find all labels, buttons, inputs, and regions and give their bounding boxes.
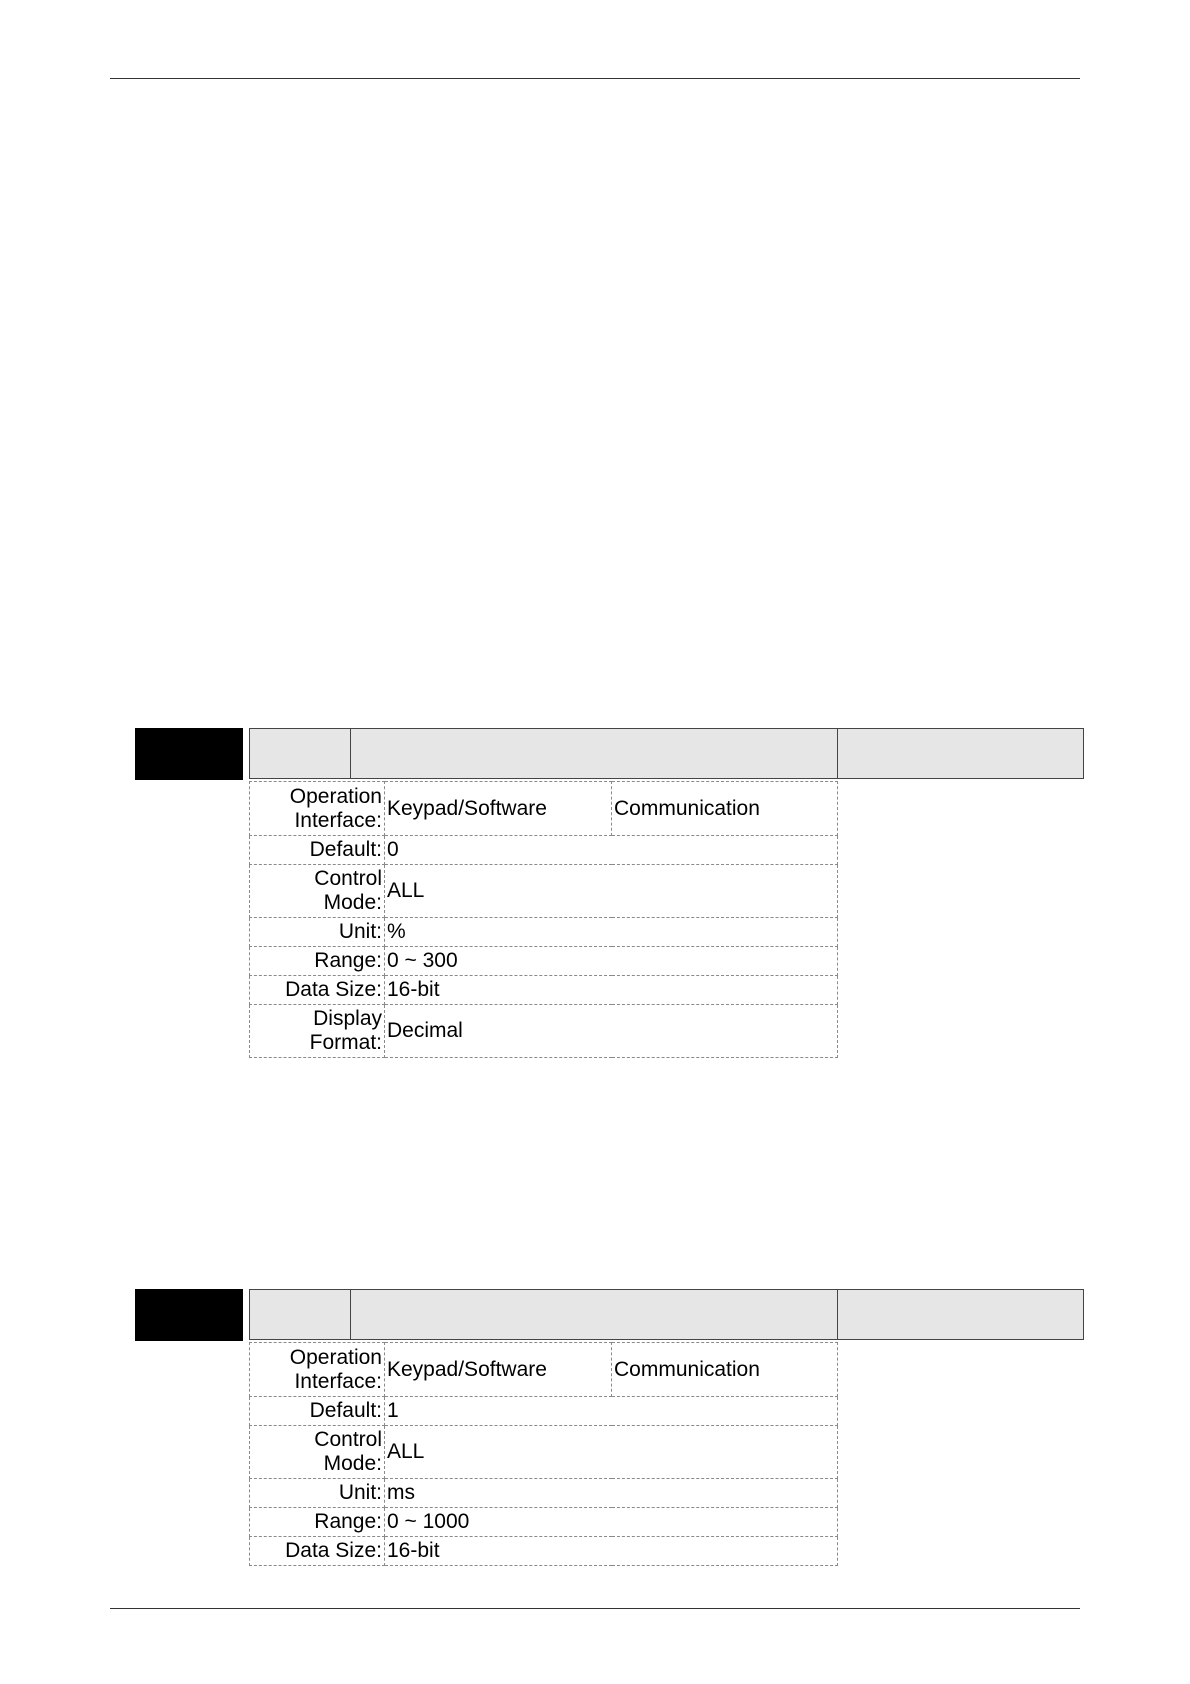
- table-row: [250, 947, 838, 976]
- display-format-label: Display Format:: [250, 1005, 385, 1058]
- control-mode-value: ALL: [385, 1426, 838, 1479]
- unit-value: %: [385, 918, 838, 947]
- header-divider: [837, 1290, 838, 1339]
- unit-label: Unit:: [250, 918, 385, 947]
- default-label: Default:: [250, 1397, 385, 1426]
- footer-rule: [110, 1608, 1080, 1609]
- table-row: [250, 1537, 838, 1566]
- operation-interface-label: Operation Interface:: [250, 782, 385, 836]
- table-row: [250, 976, 838, 1005]
- data-size-value: 16-bit: [385, 976, 838, 1005]
- interface-communication-value: Communication: [612, 782, 838, 836]
- table-row: [250, 865, 838, 918]
- operation-interface-label: Operation Interface:: [250, 1343, 385, 1397]
- control-mode-value: ALL: [385, 865, 838, 918]
- data-size-label: Data Size:: [250, 976, 385, 1005]
- data-size-label: Data Size:: [250, 1537, 385, 1566]
- table-row: [250, 782, 838, 836]
- control-mode-label: Control Mode:: [250, 1426, 385, 1479]
- table-row: [250, 1005, 838, 1058]
- header-rule: [110, 78, 1080, 79]
- table-row: [250, 1479, 838, 1508]
- header-divider: [350, 729, 351, 778]
- table-row: [250, 1397, 838, 1426]
- default-label: Default:: [250, 836, 385, 865]
- range-label: Range:: [250, 947, 385, 976]
- unit-value: ms: [385, 1479, 838, 1508]
- range-value: 0 ~ 1000: [385, 1508, 838, 1537]
- interface-keypad-value: Keypad/Software: [385, 782, 612, 836]
- interface-communication-value: Communication: [612, 1343, 838, 1397]
- header-divider: [837, 729, 838, 778]
- display-format-value: Decimal: [385, 1005, 838, 1058]
- default-value: 0: [385, 836, 838, 865]
- interface-keypad-value: Keypad/Software: [385, 1343, 612, 1397]
- control-mode-label: Control Mode:: [250, 865, 385, 918]
- unit-label: Unit:: [250, 1479, 385, 1508]
- data-size-value: 16-bit: [385, 1537, 838, 1566]
- header-divider: [350, 1290, 351, 1339]
- parameter-header-bar: [249, 1289, 1084, 1340]
- table-row: [250, 1426, 838, 1479]
- parameter-attribute-table: [249, 781, 838, 1058]
- parameter-code-tab: [135, 728, 243, 780]
- parameter-header-bar: [249, 728, 1084, 779]
- parameter-attribute-table: [249, 1342, 838, 1566]
- default-value: 1: [385, 1397, 838, 1426]
- range-label: Range:: [250, 1508, 385, 1537]
- table-row: [250, 918, 838, 947]
- table-row: [250, 836, 838, 865]
- parameter-code-tab: [135, 1289, 243, 1341]
- table-row: [250, 1508, 838, 1537]
- table-row: [250, 1343, 838, 1397]
- range-value: 0 ~ 300: [385, 947, 838, 976]
